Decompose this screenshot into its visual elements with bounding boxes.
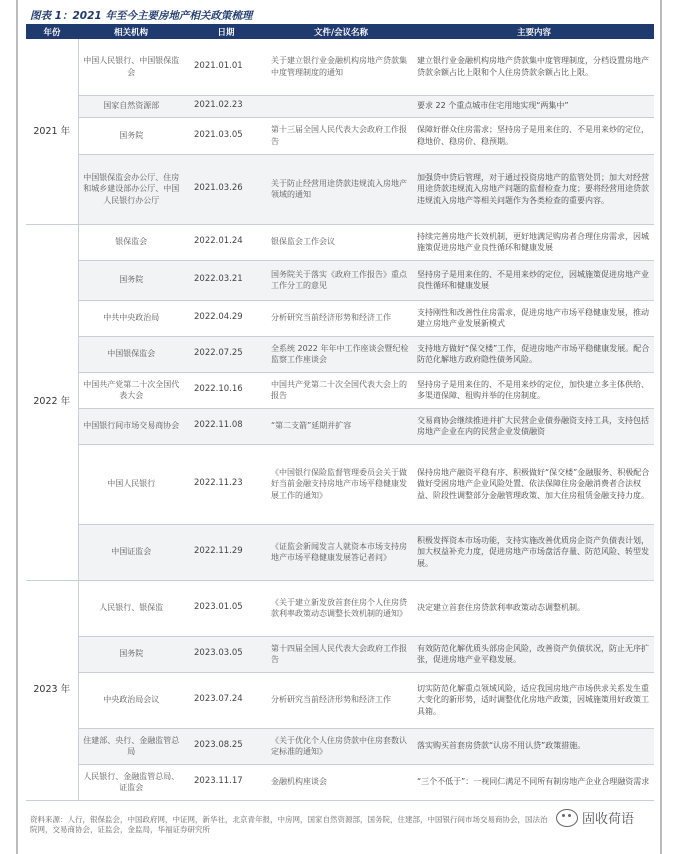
page-right-edge (660, 0, 662, 854)
year-cell: 2021 年 (26, 39, 78, 224)
document-cell: 分析研究当前经济形势和经济工作 (268, 300, 414, 336)
date-cell: 2023.01.05 (184, 580, 268, 636)
content-cell: 加强贷中贷后管理，对于通过投资房地产的监管处罚；加大对经营用途贷款违规流入房地产问题的监督检查力度；要将经营用途贷款违规流入房地产等相关问题作为各类检查的重要内容。 (414, 154, 654, 224)
source-note: 资料来源：人行，银保监会，中国政府网，中证网，新华社，北京青年报，中房网，国家自然资源部，国务院，住建部，中国银行间市场交易商协会，国法治院网，交易商协会，证监会，金监局，华福证券研究所 (30, 815, 548, 834)
document-cell: 关于防止经营用途贷款违规流入房地产领域的通知 (268, 154, 414, 224)
document-cell: “第二支箭”延期并扩容 (268, 408, 414, 444)
content-cell: 保持房地产融资平稳有序、积极做好“保交楼”金融服务、积极配合做好受困房地产企业风险处置、依法保障住房金融消费者合法权益、阶段性调整部分金融管理政策、加大住房租赁金融支持力度。 (414, 444, 654, 524)
content-cell: 建立银行业金融机构房地产贷款集中度管理制度，分档设置房地产贷款余额占比上限和个人住房贷款余额占比上限。 (414, 39, 654, 95)
agency-cell: 中国银保监会办公厅、住房和城乡建设部办公厅、中国人民银行办公厅 (78, 154, 184, 224)
agency-cell: 国务院 (78, 260, 184, 300)
table-row (26, 408, 654, 444)
agency-cell: 中央政治局会议 (78, 672, 184, 728)
date-cell: 2022.03.21 (184, 260, 268, 300)
date-cell: 2023.03.05 (184, 636, 268, 672)
agency-cell: 国家自然资源部 (78, 95, 184, 117)
content-cell: 支持地方做好“保交楼”工作，促进房地产市场平稳健康发展。配合防范化解地方政府隐性债务风险。 (414, 336, 654, 372)
date-cell: 2023.07.24 (184, 672, 268, 728)
document-cell: 国务院关于落实《政府工作报告》重点工作分工的意见 (268, 260, 414, 300)
table-row (26, 580, 654, 636)
table-row (26, 260, 654, 300)
table-row (26, 39, 654, 95)
date-cell: 2021.03.05 (184, 117, 268, 154)
table-row (26, 117, 654, 154)
content-cell: 交易商协会继续推进并扩大民营企业债券融资支持工具，支持包括房地产企业在内的民营企业发债融资 (414, 408, 654, 444)
agency-cell: 人民银行、金融监管总局、证监会 (78, 764, 184, 800)
year-cell: 2023 年 (26, 580, 78, 800)
agency-cell: 国务院 (78, 117, 184, 154)
date-cell: 2021.02.23 (184, 95, 268, 117)
policy-table (26, 24, 654, 801)
document-cell: 《关于优化个人住房贷款中住房套数认定标准的通知》 (268, 728, 414, 764)
table-row (26, 672, 654, 728)
watermark (556, 808, 634, 827)
document-cell: 金融机构座谈会 (268, 764, 414, 800)
date-cell: 2021.03.26 (184, 154, 268, 224)
agency-cell: 中国证监会 (78, 524, 184, 580)
agency-cell: 中国银保监会 (78, 336, 184, 372)
content-cell: 切实防范化解重点领域风险，适应我国房地产市场供求关系发生重大变化的新形势，适时调整优化房地产政策，因城施策用好政策工具箱。 (414, 672, 654, 728)
agency-cell: 国务院 (78, 636, 184, 672)
content-cell: 保障好群众住房需求；坚持房子是用来住的、不是用来炒的定位，稳地价、稳房价、稳预期。 (414, 117, 654, 154)
content-cell: 积极发挥资本市场功能，支持实施改善优质房企资产负债表计划，加大权益补充力度，促进房地产市场盘活存量、防范风险、转型发展。 (414, 524, 654, 580)
table-row (26, 336, 654, 372)
header-agency: 相关机构 (78, 24, 184, 39)
content-cell: “三个不低于”：一视同仁满足不同所有制房地产企业合理融资需求 (414, 764, 654, 800)
page-left-edge (16, 0, 18, 854)
agency-cell: 住建部、央行、金融监管总局 (78, 728, 184, 764)
table-row (26, 154, 654, 224)
agency-cell: 人民银行、银保监 (78, 580, 184, 636)
watermark-text: 固收荷语 (582, 812, 635, 827)
table-row (26, 300, 654, 336)
document-cell (268, 95, 414, 117)
agency-cell: 中国银行间市场交易商协会 (78, 408, 184, 444)
document-cell: 全系统 2022 年年中工作座谈会暨纪检监察工作座谈会 (268, 336, 414, 372)
year-cell: 2022 年 (26, 224, 78, 580)
table-row (26, 764, 654, 800)
header-document: 文件/会议名称 (268, 24, 414, 39)
document-cell: 银保监会工作会议 (268, 224, 414, 260)
table-row (26, 372, 654, 408)
document-cell: 《关于建立新发放首套住房个人住房贷款利率政策动态调整长效机制的通知》 (268, 580, 414, 636)
content-cell: 持续完善房地产长效机制，更好地满足购房者合理住房需求，因城施策促进房地产业良性循环和健康发展 (414, 224, 654, 260)
content-cell: 要求 22 个重点城市住宅用地实现“两集中” (414, 95, 654, 117)
agency-cell: 中国人民银行 (78, 444, 184, 524)
date-cell: 2022.11.29 (184, 524, 268, 580)
table-row (26, 524, 654, 580)
date-cell: 2022.10.16 (184, 372, 268, 408)
date-cell: 2022.07.25 (184, 336, 268, 372)
table-row (26, 444, 654, 524)
agency-cell: 中共中央政治局 (78, 300, 184, 336)
document-cell: 《证监会新闻发言人就资本市场支持房地产市场平稳健康发展答记者问》 (268, 524, 414, 580)
document-cell: 中国共产党第二十次全国代表大会上的报告 (268, 372, 414, 408)
document-cell: 关于建立银行业金融机构房地产贷款集中度管理制度的通知 (268, 39, 414, 95)
document-cell: 分析研究当前经济形势和经济工作 (268, 672, 414, 728)
content-cell: 坚持房子是用来住的、不是用来炒的定位，因城施策促进房地产业良性循环和健康发展 (414, 260, 654, 300)
header-date: 日期 (184, 24, 268, 39)
content-cell: 落实购买首套房贷款“认房不用认贷”政策措施。 (414, 728, 654, 764)
date-cell: 2023.08.25 (184, 728, 268, 764)
header-content: 主要内容 (414, 24, 654, 39)
date-cell: 2022.11.08 (184, 408, 268, 444)
date-cell: 2023.11.17 (184, 764, 268, 800)
document-cell: 第十三届全国人民代表大会政府工作报告 (268, 117, 414, 154)
agency-cell: 中国共产党第二十次全国代表大会 (78, 372, 184, 408)
agency-cell: 银保监会 (78, 224, 184, 260)
date-cell: 2022.01.24 (184, 224, 268, 260)
table-row (26, 224, 654, 260)
table-row (26, 636, 654, 672)
content-cell: 坚持房子是用来住的、不是用来炒的定位，加快建立多主体供给、多渠道保障、租购并举的住房制度。 (414, 372, 654, 408)
content-cell: 有效防范化解优质头部房企风险，改善资产负债状况，防止无序扩张，促进房地产业平稳发展。 (414, 636, 654, 672)
table-row (26, 95, 654, 117)
date-cell: 2022.11.23 (184, 444, 268, 524)
document-cell: 第十四届全国人民代表大会政府工作报告 (268, 636, 414, 672)
content-cell: 决定建立首套住房贷款利率政策动态调整机制。 (414, 580, 654, 636)
table-row (26, 728, 654, 764)
agency-cell: 中国人民银行、中国银保监会 (78, 39, 184, 95)
content-cell: 支持刚性和改善性住房需求，促进房地产市场平稳健康发展，推动建立房地产业发展新模式 (414, 300, 654, 336)
table-header-row (26, 24, 654, 39)
header-year: 年份 (26, 24, 78, 39)
date-cell: 2021.01.01 (184, 39, 268, 95)
wechat-icon (556, 809, 578, 827)
date-cell: 2022.04.29 (184, 300, 268, 336)
document-cell: 《中国银行保险监督管理委员会关于做好当前金融支持房地产市场平稳健康发展工作的通知》 (268, 444, 414, 524)
figure-title: 图表 1：2021 年至今主要房地产相关政策梳理 (30, 10, 253, 22)
